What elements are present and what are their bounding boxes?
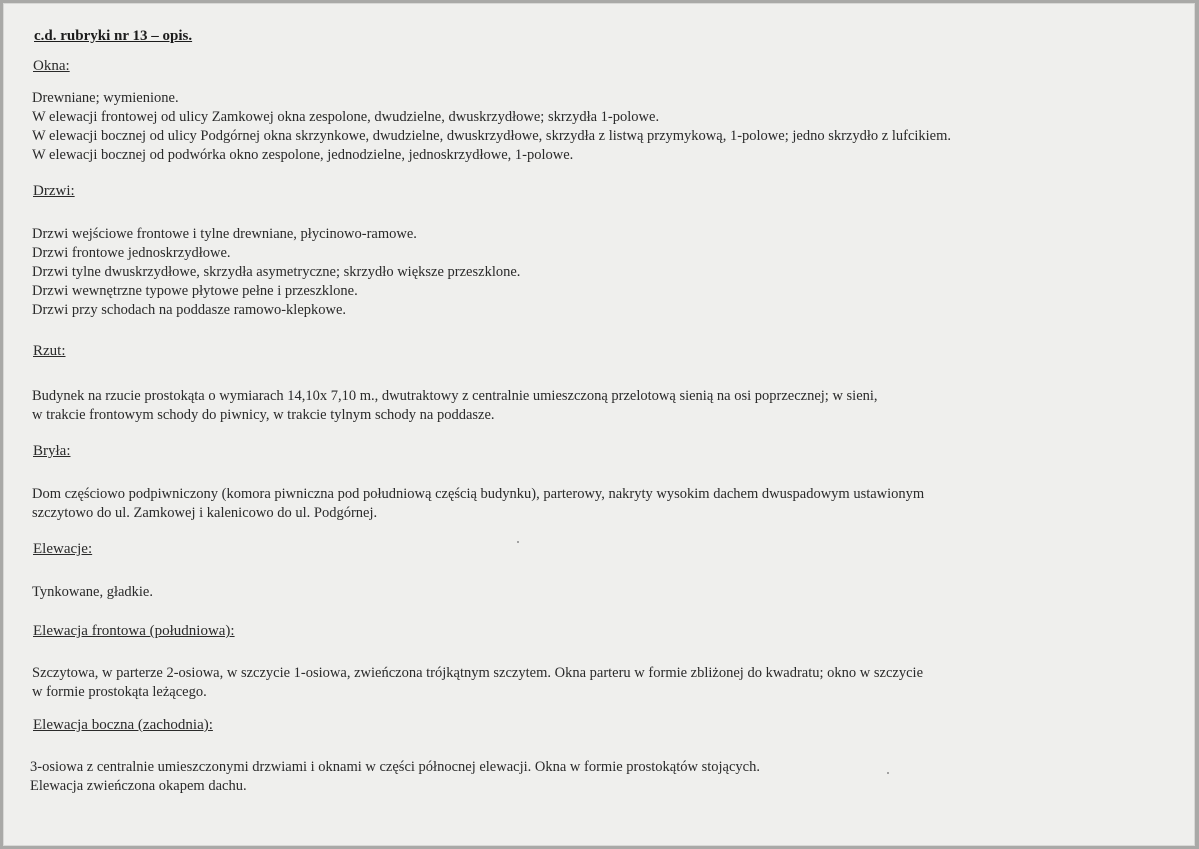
text-line: W elewacji bocznej od ulicy Podgórnej okna skrzynkowe, dwudzielne, dwuskrzydłowe, skrzydła z listwą przymykową, 1-polowe; jedno skrzydło z lufcikiem. — [32, 128, 952, 144]
section-body-okna — [32, 89, 951, 165]
document-header: c.d. rubryki nr 13 – opis. — [34, 28, 193, 44]
section-title-okna: Okna: — [33, 58, 70, 74]
section-body-bryla — [32, 485, 924, 523]
scan-speck — [517, 541, 519, 543]
text-line: Tynkowane, gładkie. — [32, 584, 153, 600]
text-line: Drzwi przy schodach na poddasze ramowo-klepkowe. — [32, 302, 347, 318]
section-body-elewacje — [32, 583, 153, 602]
text-line: Dom częściowo podpiwniczony (komora piwniczna pod południową częścią budynku), parterowy, nakryty wysokim dachem dwuspadowym ustawionym — [32, 486, 925, 502]
text-line: 3-osiowa z centralnie umieszczonymi drzwiami i oknami w części północnej elewacji. Okna w formie prostokątów stojących. — [30, 759, 760, 775]
text-line: Drzwi tylne dwuskrzydłowe, skrzydła asymetryczne; skrzydło większe przeszklone. — [32, 264, 521, 280]
section-title-bryla: Bryła: — [33, 443, 71, 459]
section-body-drzwi — [32, 225, 520, 320]
section-title-rzut: Rzut: — [33, 343, 66, 359]
text-line: Elewacja zwieńczona okapem dachu. — [30, 778, 247, 794]
text-line: Szczytowa, w parterze 2-osiowa, w szczycie 1-osiowa, zwieńczona trójkątnym szczytem. Okna parteru w formie zbliżonej do kwadratu; okno w szczycie — [32, 665, 923, 681]
text-line: w trakcie frontowym schody do piwnicy, w trakcie tylnym schody na poddasze. — [32, 407, 495, 423]
section-title-drzwi: Drzwi: — [33, 183, 75, 199]
text-line: Drewniane; wymienione. — [32, 90, 179, 106]
section-title-elewacja-frontowa: Elewacja frontowa (południowa): — [33, 623, 235, 639]
text-line: W elewacji bocznej od podwórka okno zespolone, jednodzielne, jednoskrzydłowe, 1-polowe. — [32, 147, 574, 163]
text-line: szczytowo do ul. Zamkowej i kalenicowo do ul. Podgórnej. — [32, 505, 378, 521]
text-line: w formie prostokąta leżącego. — [32, 684, 207, 700]
section-body-rzut — [32, 387, 878, 425]
text-line: Budynek na rzucie prostokąta o wymiarach 14,10x 7,10 m., dwutraktowy z centralnie umieszczoną przelotową sienią na osi poprzecznej; w sieni, — [32, 388, 878, 404]
text-line: Drzwi frontowe jednoskrzydłowe. — [32, 245, 231, 261]
text-line: W elewacji frontowej od ulicy Zamkowej okna zespolone, dwudzielne, dwuskrzydłowe; skrzydła 1-polowe. — [32, 109, 660, 125]
document-page — [3, 3, 1195, 846]
section-title-elewacje: Elewacje: — [33, 541, 93, 557]
scan-speck — [887, 772, 889, 774]
text-line: Drzwi wewnętrzne typowe płytowe pełne i przeszklone. — [32, 283, 358, 299]
section-body-elewacja-frontowa — [32, 664, 923, 702]
section-body-elewacja-boczna — [30, 758, 760, 796]
text-line: Drzwi wejściowe frontowe i tylne drewniane, płycinowo-ramowe. — [32, 226, 417, 242]
section-title-elewacja-boczna: Elewacja boczna (zachodnia): — [33, 717, 213, 733]
